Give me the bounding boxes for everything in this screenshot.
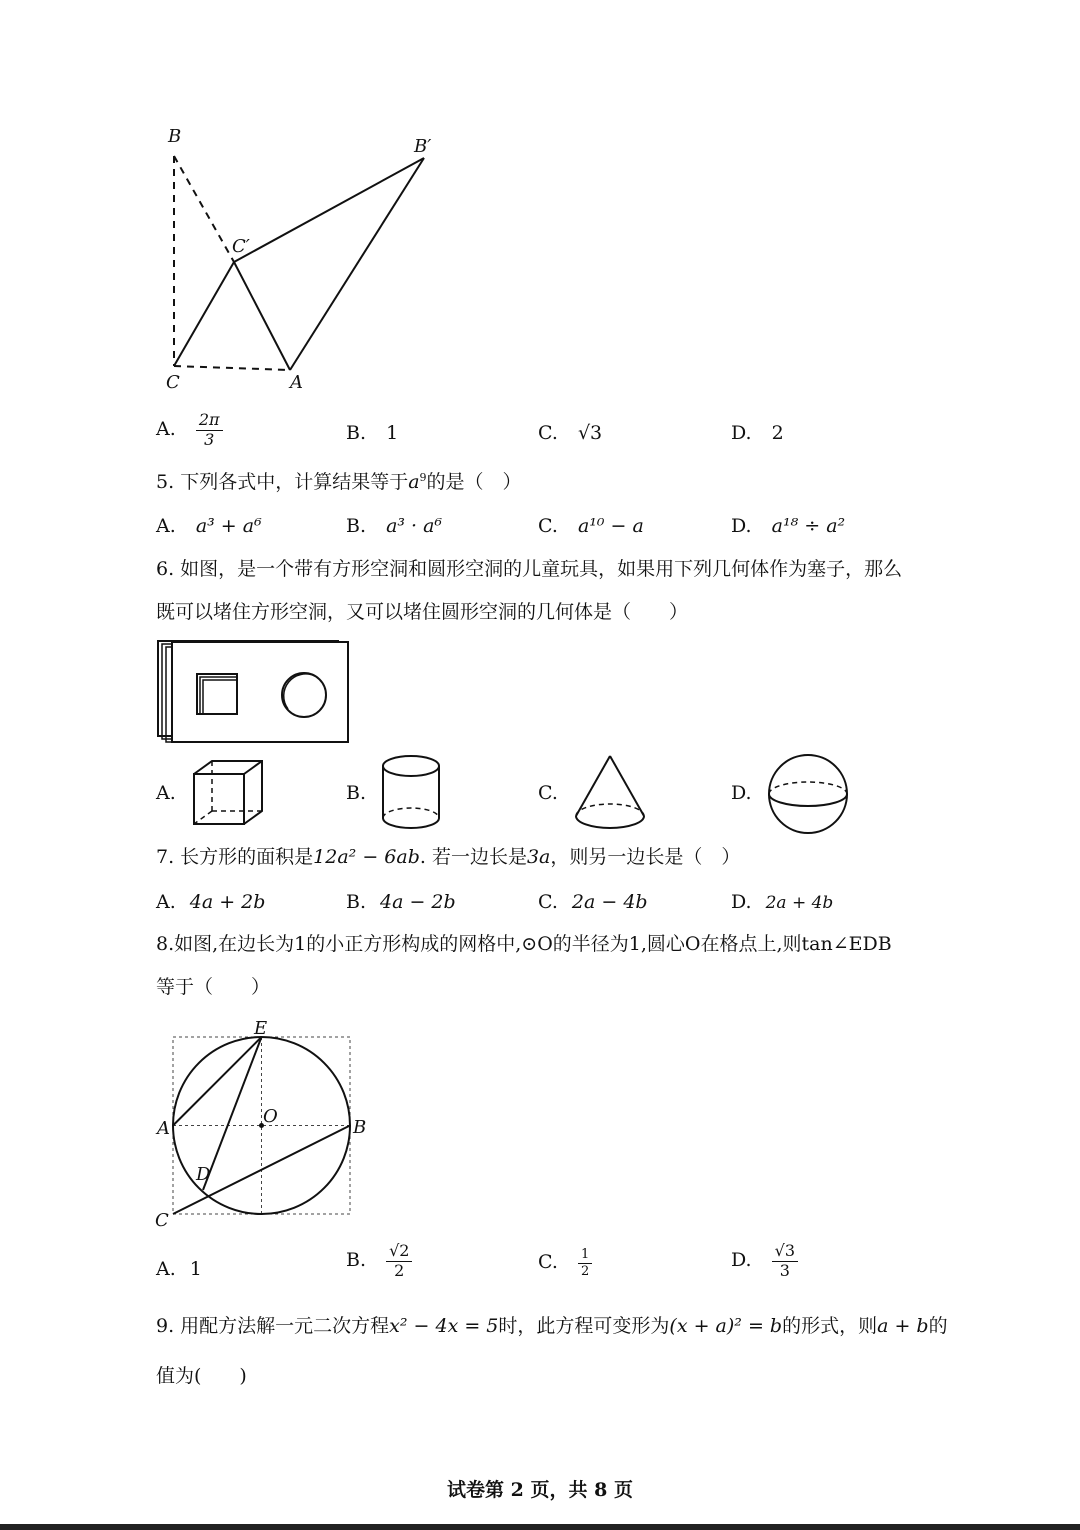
math-expression: a + b <box>877 1315 929 1337</box>
option-label: B. <box>346 891 367 913</box>
point-label-a: A <box>290 372 303 393</box>
option-value: 2 <box>771 422 784 444</box>
option-label: C. <box>538 1251 558 1274</box>
page-footer: 试卷第 2 页，共 8 页 <box>447 1479 633 1501</box>
option-value: 2a + 4b <box>765 893 834 913</box>
math-expression: 12a² − 6ab <box>313 846 420 868</box>
point-label-o: O <box>263 1106 278 1127</box>
option-label: D. <box>731 891 752 913</box>
q8-option-c[interactable] <box>538 1248 592 1278</box>
q6-option-c-label[interactable]: C. <box>538 782 558 804</box>
q6-option-b-label[interactable]: B. <box>346 782 367 804</box>
option-label: C. <box>538 422 558 444</box>
question-number: 5. <box>156 471 175 493</box>
option-value: 4a − 2b <box>380 891 456 913</box>
option-label: D. <box>731 1249 752 1272</box>
point-label-b-prime: B′ <box>414 136 432 157</box>
q8-option-a[interactable] <box>156 1258 202 1280</box>
q5-option-a[interactable] <box>156 515 262 537</box>
figure-grid-circle <box>150 1012 380 1232</box>
q4-option-b[interactable] <box>346 422 398 444</box>
q4-option-a[interactable] <box>156 412 223 449</box>
point-label-a: A <box>157 1118 170 1139</box>
q8-question-line1: 8.如图,在边长为1的小正方形构成的网格中,⊙O的半径为1,圆心O在格点上,则tan∠EDB <box>156 933 892 955</box>
question-text: 9. 用配方法解一元二次方程 <box>156 1315 390 1337</box>
option-label: A. <box>156 1258 176 1280</box>
math-base: a <box>408 471 420 493</box>
point-label-b: B <box>168 126 182 147</box>
q7-option-c[interactable] <box>538 891 648 913</box>
option-label: D. <box>731 515 752 537</box>
option-value: 1 <box>189 1258 202 1280</box>
option-label: A. <box>156 418 176 441</box>
option-label: D. <box>731 422 752 444</box>
math-expression: (x + a)² = b <box>669 1315 783 1337</box>
question-text: 7. 长方形的面积是 <box>156 846 314 868</box>
option-label: C. <box>538 891 558 913</box>
q6-option-d-label[interactable]: D. <box>731 782 752 804</box>
fraction: $\frac{√3}{3}$ <box>772 1243 798 1280</box>
question-text: 的 <box>928 1315 948 1337</box>
math-exponent: 9 <box>419 471 427 484</box>
point-label-c: C <box>155 1210 169 1231</box>
q7-option-b[interactable] <box>346 891 456 913</box>
option-label: A. <box>156 515 176 537</box>
question-text: . 若一边长是 <box>419 846 527 868</box>
option-value: 2a − 4b <box>571 891 648 913</box>
q7-option-a[interactable] <box>156 891 265 913</box>
question-text: 的是（ ） <box>426 471 522 493</box>
option-label: B. <box>346 1249 367 1272</box>
q8-question-line2: 等于（ ） <box>156 976 271 998</box>
cone-icon[interactable] <box>572 752 648 834</box>
question-text: ，则另一边长是（ ） <box>550 846 741 868</box>
option-value: a³ · a⁶ <box>386 515 443 537</box>
option-label: B. <box>346 422 367 444</box>
q8-option-b[interactable] <box>346 1243 412 1280</box>
question-text: 下列各式中，计算结果等于 <box>180 471 409 493</box>
sphere-icon[interactable] <box>766 752 850 836</box>
option-label: C. <box>538 515 558 537</box>
q5-option-b[interactable] <box>346 515 442 537</box>
q5-option-c[interactable] <box>538 515 644 537</box>
cylinder-icon[interactable] <box>378 752 448 832</box>
option-label: A. <box>156 891 176 913</box>
figure-rotation-triangle <box>150 120 450 400</box>
q4-option-c[interactable] <box>538 422 602 444</box>
q9-question-line2: 值为( ) <box>156 1365 247 1387</box>
fraction: $\frac{1}{2}$ <box>578 1248 592 1278</box>
q6-question-line1: 6. 如图，是一个带有方形空洞和圆形空洞的儿童玩具，如果用下列几何体作为塞子，那么 <box>156 558 903 580</box>
q5-option-d[interactable] <box>731 515 845 537</box>
q7-question <box>156 848 740 867</box>
point-label-e: E <box>254 1018 268 1039</box>
q9-question <box>156 1317 948 1336</box>
question-text: 时，此方程可变形为 <box>498 1315 670 1337</box>
page-bottom-edge <box>0 1524 1080 1530</box>
option-value: a³ + a⁶ <box>195 515 262 537</box>
point-label-c-prime: C′ <box>232 236 250 257</box>
math-expression: 3a <box>526 846 551 868</box>
question-text: 的形式，则 <box>782 1315 878 1337</box>
q7-option-d[interactable] <box>731 891 833 913</box>
point-label-c: C <box>166 372 180 393</box>
option-value: 4a + 2b <box>189 891 266 913</box>
q8-option-d[interactable] <box>731 1243 798 1280</box>
q6-question-line2: 既可以堵住方形空洞，又可以堵住圆形空洞的几何体是（ ） <box>156 601 689 623</box>
cube-icon[interactable] <box>190 758 270 830</box>
point-label-b: B <box>353 1117 367 1138</box>
option-value: a¹⁸ ÷ a² <box>771 515 846 537</box>
point-label-d: D <box>196 1164 211 1185</box>
fraction: $\frac{2\pi}{3}$ <box>196 412 223 449</box>
q4-option-d[interactable] <box>731 422 784 444</box>
q5-question <box>156 472 522 492</box>
figure-toy-board <box>155 638 355 748</box>
option-value: 1 <box>386 422 399 444</box>
option-value: √3 <box>577 422 603 444</box>
option-value: a¹⁰ − a <box>577 515 644 537</box>
fraction: $\frac{√2}{2}$ <box>386 1243 412 1280</box>
math-expression: x² − 4x = 5 <box>389 1315 499 1337</box>
q6-option-a-label[interactable]: A. <box>156 782 176 804</box>
option-label: B. <box>346 515 367 537</box>
